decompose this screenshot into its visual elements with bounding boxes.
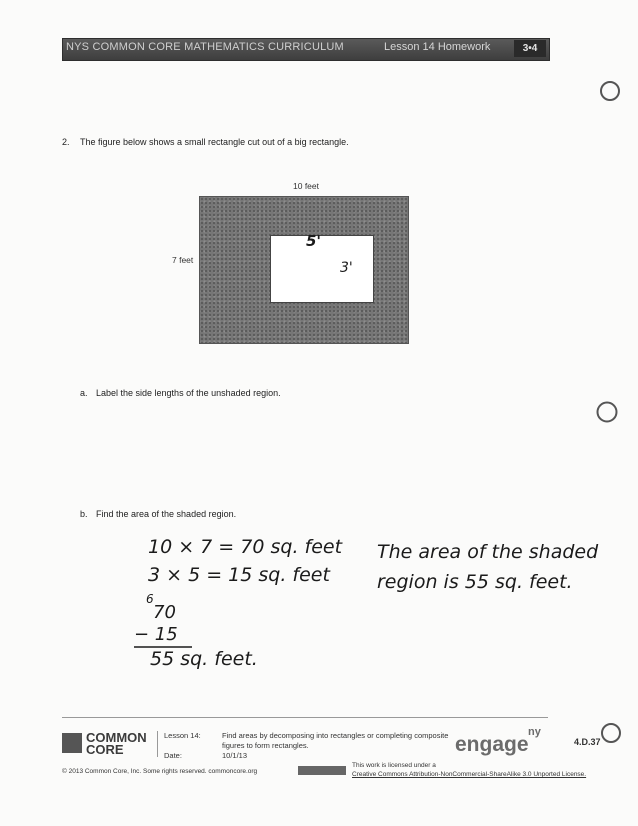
page-code: 4.D.37 xyxy=(574,737,601,747)
regroup-mark: 6 xyxy=(146,592,154,606)
work-line-2: 3 × 5 = 15 sq. feet xyxy=(148,564,330,586)
subtraction-result: 55 sq. feet. xyxy=(150,648,258,670)
punch-hole-mark-icon xyxy=(598,720,624,746)
copyright: © 2013 Common Core, Inc. Some rights reserved. commoncore.org xyxy=(62,768,258,775)
subtraction-bottom: − 15 xyxy=(134,624,178,645)
part-b-text: Find the area of the shaded region. xyxy=(96,509,237,519)
part-a-text: Label the side lengths of the unshaded region. xyxy=(96,388,281,398)
brand-line-2: CORE xyxy=(86,742,124,757)
license-link[interactable]: Creative Commons Attribution-NonCommercial-ShareAlike 3.0 Unported License. xyxy=(352,771,587,778)
top-dimension-label: 10 feet xyxy=(293,181,319,191)
lesson-label: Lesson 14: xyxy=(164,731,201,740)
punch-hole-mark-icon xyxy=(597,78,623,104)
lesson-objective-1: Find areas by decomposing into rectangles or completing composite xyxy=(222,731,449,740)
engageny-logo-sup: ny xyxy=(528,726,541,738)
left-dimension-label: 7 feet xyxy=(172,255,194,265)
question-text: The figure below shows a small rectangle cut out of a big rectangle. xyxy=(80,137,349,147)
small-rectangle-unshaded xyxy=(270,235,374,303)
license-text-1: This work is licensed under a xyxy=(352,762,436,769)
brand-line-1: COMMON xyxy=(86,730,147,745)
curriculum-title: NYS COMMON CORE MATHEMATICS CURRICULUM xyxy=(66,41,344,53)
footer-divider xyxy=(62,717,548,718)
part-a-letter: a. xyxy=(80,388,88,398)
footer-separator xyxy=(157,731,158,757)
question-number: 2. xyxy=(62,137,70,147)
answer-line-1: The area of the shaded xyxy=(377,541,599,563)
date-label: Date: xyxy=(164,751,182,760)
inner-top-label: 5' xyxy=(306,232,322,250)
answer-line-2: region is 55 sq. feet. xyxy=(377,571,573,593)
engageny-logo: engage xyxy=(455,733,529,756)
cc-license-badge-icon xyxy=(298,766,346,775)
lesson-objective-2: figures to form rectangles. xyxy=(222,741,309,750)
subtraction-top: 70 xyxy=(153,602,176,623)
module-badge: 3•4 xyxy=(514,40,546,57)
common-core-logo xyxy=(62,733,82,753)
punch-hole-mark-icon xyxy=(593,398,621,426)
date-value: 10/1/13 xyxy=(222,751,248,760)
lesson-homework-title: Lesson 14 Homework xyxy=(384,41,491,53)
work-line-1: 10 × 7 = 70 sq. feet xyxy=(148,536,343,558)
inner-right-label: 3' xyxy=(340,260,353,276)
part-b-letter: b. xyxy=(80,509,88,519)
